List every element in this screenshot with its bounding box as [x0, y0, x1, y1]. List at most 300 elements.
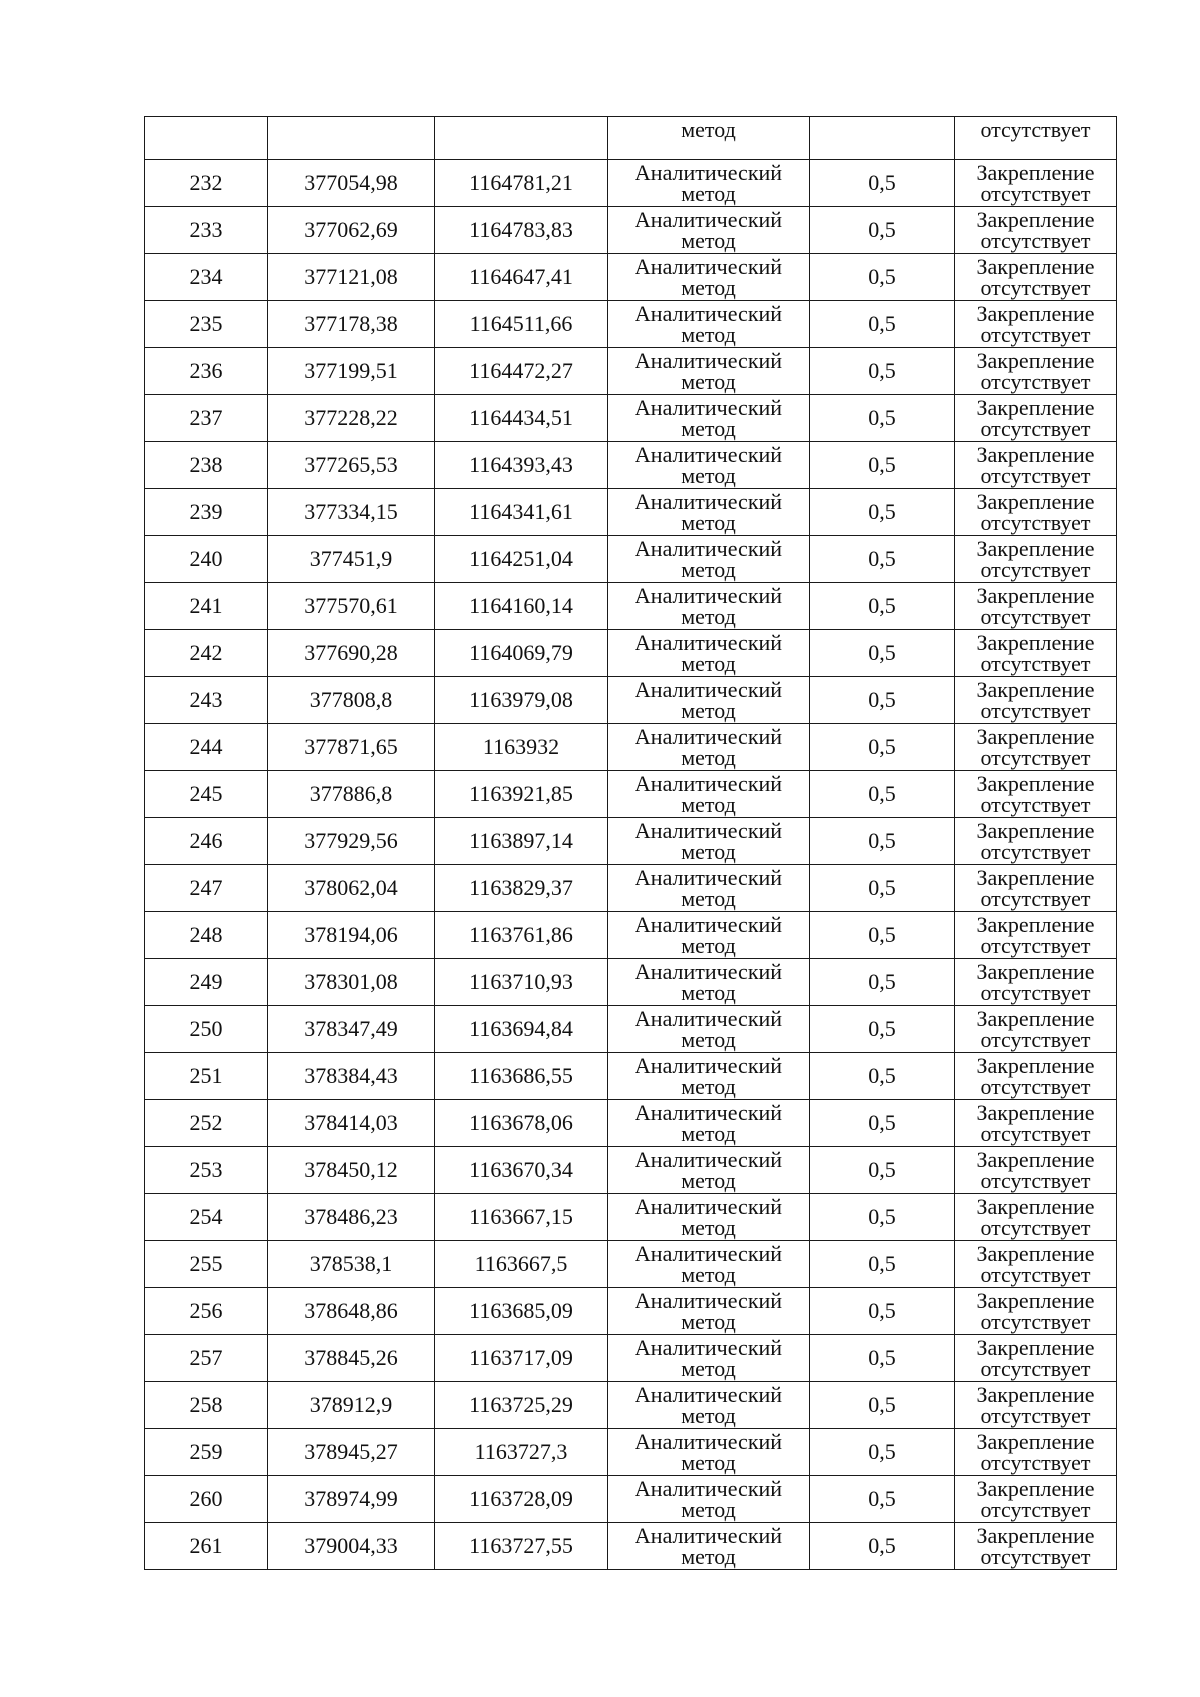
cell-y-coordinate — [435, 724, 608, 771]
cell-status — [955, 1429, 1117, 1476]
cell-method — [608, 1194, 810, 1241]
cell-x-coordinate — [268, 348, 435, 395]
cell-method — [608, 207, 810, 254]
method-label-line1: Аналитический — [634, 1382, 783, 1407]
cell-accuracy — [810, 959, 955, 1006]
cell-point-number — [145, 1523, 268, 1570]
point-number: 232 — [189, 170, 223, 195]
accuracy-value: 0,5 — [868, 1204, 896, 1229]
status-label-line1: Закрепление — [976, 489, 1095, 514]
accuracy-value: 0,5 — [868, 170, 896, 195]
cell-y-coordinate — [435, 207, 608, 254]
cell-accuracy — [810, 818, 955, 865]
cell-status — [955, 912, 1117, 959]
status-label-line2: отсутствует — [980, 416, 1091, 441]
cell-y-coordinate — [435, 117, 608, 160]
cell-x-coordinate — [268, 771, 435, 818]
table-row — [145, 1523, 1117, 1570]
x-coordinate: 378845,26 — [304, 1345, 398, 1370]
method-label-line1: Аналитический — [634, 1335, 783, 1360]
accuracy-value: 0,5 — [868, 828, 896, 853]
y-coordinate: 1163725,29 — [469, 1392, 573, 1417]
y-coordinate: 1163670,34 — [469, 1157, 573, 1182]
cell-y-coordinate — [435, 912, 608, 959]
cell-accuracy — [810, 677, 955, 724]
status-label-line2: отсутствует — [980, 1450, 1091, 1475]
cell-y-coordinate — [435, 1100, 608, 1147]
x-coordinate: 377570,61 — [304, 593, 398, 618]
cell-accuracy — [810, 865, 955, 912]
cell-point-number — [145, 630, 268, 677]
x-coordinate: 377228,22 — [304, 405, 398, 430]
cell-status — [955, 207, 1117, 254]
cell-y-coordinate — [435, 771, 608, 818]
cell-point-number — [145, 724, 268, 771]
point-number: 253 — [189, 1157, 223, 1182]
cell-accuracy — [810, 536, 955, 583]
method-label-line2: метод — [681, 557, 736, 582]
x-coordinate: 377451,9 — [309, 546, 393, 571]
y-coordinate: 1164393,43 — [469, 452, 573, 477]
method-label-line1: Аналитический — [634, 630, 783, 655]
cell-method — [608, 865, 810, 912]
point-number: 248 — [189, 922, 223, 947]
table-row — [145, 1006, 1117, 1053]
cell-accuracy — [810, 1382, 955, 1429]
cell-point-number — [145, 489, 268, 536]
cell-status — [955, 1288, 1117, 1335]
cell-method — [608, 1147, 810, 1194]
cell-y-coordinate — [435, 1241, 608, 1288]
cell-x-coordinate — [268, 1100, 435, 1147]
cell-x-coordinate — [268, 1476, 435, 1523]
point-number: 242 — [189, 640, 223, 665]
cell-status — [955, 1147, 1117, 1194]
cell-method — [608, 442, 810, 489]
y-coordinate: 1163710,93 — [469, 969, 573, 994]
status-label-line2: отсутствует — [980, 1262, 1091, 1287]
cell-y-coordinate — [435, 301, 608, 348]
x-coordinate: 377121,08 — [304, 264, 398, 289]
table-row — [145, 912, 1117, 959]
cell-accuracy — [810, 1523, 955, 1570]
point-number: 249 — [189, 969, 223, 994]
cell-point-number — [145, 1006, 268, 1053]
coordinates-table — [144, 116, 1117, 1570]
accuracy-value: 0,5 — [868, 640, 896, 665]
x-coordinate: 379004,33 — [304, 1533, 398, 1558]
table-row — [145, 395, 1117, 442]
status-label-line2: отсутствует — [980, 1309, 1091, 1334]
x-coordinate: 377886,8 — [309, 781, 393, 806]
accuracy-value: 0,5 — [868, 405, 896, 430]
cell-y-coordinate — [435, 1382, 608, 1429]
cell-status — [955, 1006, 1117, 1053]
method-label-line2: метод — [681, 416, 736, 441]
table-row — [145, 724, 1117, 771]
cell-accuracy — [810, 1053, 955, 1100]
table-row-continued — [145, 117, 1117, 160]
cell-y-coordinate — [435, 254, 608, 301]
x-coordinate: 378945,27 — [304, 1439, 398, 1464]
cell-point-number — [145, 818, 268, 865]
method-label-line2: метод — [681, 117, 736, 142]
x-coordinate: 377265,53 — [304, 452, 398, 477]
method-label-line1: Аналитический — [634, 724, 783, 749]
status-label-line2: отсутствует — [980, 1356, 1091, 1381]
status-label-line2: отсутствует — [980, 1497, 1091, 1522]
cell-status — [955, 630, 1117, 677]
cell-accuracy — [810, 1335, 955, 1382]
cell-method — [608, 959, 810, 1006]
x-coordinate: 378450,12 — [304, 1157, 398, 1182]
method-label-line1: Аналитический — [634, 1241, 783, 1266]
cell-accuracy — [810, 1194, 955, 1241]
method-label-line1: Аналитический — [634, 818, 783, 843]
cell-status — [955, 1053, 1117, 1100]
table-row — [145, 1100, 1117, 1147]
cell-point-number — [145, 583, 268, 630]
cell-method — [608, 117, 810, 160]
method-label-line1: Аналитический — [634, 207, 783, 232]
status-label-line1: Закрепление — [976, 301, 1095, 326]
status-label-line1: Закрепление — [976, 583, 1095, 608]
accuracy-value: 0,5 — [868, 499, 896, 524]
point-number: 244 — [189, 734, 223, 759]
accuracy-value: 0,5 — [868, 546, 896, 571]
cell-y-coordinate — [435, 677, 608, 724]
accuracy-value: 0,5 — [868, 1486, 896, 1511]
accuracy-value: 0,5 — [868, 1157, 896, 1182]
accuracy-value: 0,5 — [868, 1392, 896, 1417]
status-label-line1: Закрепление — [976, 771, 1095, 796]
accuracy-value: 0,5 — [868, 781, 896, 806]
point-number: 261 — [189, 1533, 223, 1558]
y-coordinate: 1163694,84 — [469, 1016, 573, 1041]
method-label-line1: Аналитический — [634, 771, 783, 796]
cell-accuracy — [810, 1429, 955, 1476]
cell-y-coordinate — [435, 536, 608, 583]
table-row — [145, 207, 1117, 254]
cell-point-number — [145, 959, 268, 1006]
cell-method — [608, 818, 810, 865]
method-label-line2: метод — [681, 369, 736, 394]
x-coordinate: 378062,04 — [304, 875, 398, 900]
cell-y-coordinate — [435, 630, 608, 677]
y-coordinate: 1163717,09 — [469, 1345, 573, 1370]
method-label-line2: метод — [681, 1544, 736, 1569]
cell-x-coordinate — [268, 395, 435, 442]
cell-status — [955, 1194, 1117, 1241]
cell-accuracy — [810, 254, 955, 301]
cell-y-coordinate — [435, 959, 608, 1006]
cell-status — [955, 865, 1117, 912]
status-label-line2: отсутствует — [980, 792, 1091, 817]
cell-accuracy — [810, 442, 955, 489]
table-row — [145, 1382, 1117, 1429]
status-label-line1: Закрепление — [976, 348, 1095, 373]
status-label-line2: отсутствует — [980, 322, 1091, 347]
table-row — [145, 1241, 1117, 1288]
status-label-line1: Закрепление — [976, 160, 1095, 185]
cell-point-number — [145, 1100, 268, 1147]
table-row — [145, 1194, 1117, 1241]
cell-accuracy — [810, 1241, 955, 1288]
status-label-line2: отсутствует — [980, 980, 1091, 1005]
cell-status — [955, 1241, 1117, 1288]
status-label-line2: отсутствует — [980, 181, 1091, 206]
accuracy-value: 0,5 — [868, 1298, 896, 1323]
method-label-line1: Аналитический — [634, 959, 783, 984]
x-coordinate: 378974,99 — [304, 1486, 398, 1511]
status-label-line1: Закрепление — [976, 959, 1095, 984]
point-number: 258 — [189, 1392, 223, 1417]
method-label-line2: метод — [681, 1168, 736, 1193]
accuracy-value: 0,5 — [868, 734, 896, 759]
y-coordinate: 1163678,06 — [469, 1110, 573, 1135]
point-number: 246 — [189, 828, 223, 853]
cell-y-coordinate — [435, 1288, 608, 1335]
cell-x-coordinate — [268, 818, 435, 865]
status-label-line1: Закрепление — [976, 1241, 1095, 1266]
method-label-line1: Аналитический — [634, 1476, 783, 1501]
method-label-line1: Аналитический — [634, 395, 783, 420]
cell-method — [608, 1476, 810, 1523]
method-label-line2: метод — [681, 1497, 736, 1522]
status-label-line2: отсутствует — [980, 557, 1091, 582]
x-coordinate: 377054,98 — [304, 170, 398, 195]
status-label-line2: отсутствует — [980, 510, 1091, 535]
y-coordinate: 1163686,55 — [469, 1063, 573, 1088]
x-coordinate: 378384,43 — [304, 1063, 398, 1088]
accuracy-value: 0,5 — [868, 875, 896, 900]
status-label-line1: Закрепление — [976, 1523, 1095, 1548]
cell-point-number — [145, 1476, 268, 1523]
cell-y-coordinate — [435, 583, 608, 630]
method-label-line2: метод — [681, 463, 736, 488]
status-label-line1: Закрепление — [976, 865, 1095, 890]
table-row — [145, 442, 1117, 489]
method-label-line2: метод — [681, 1356, 736, 1381]
cell-method — [608, 395, 810, 442]
cell-x-coordinate — [268, 1288, 435, 1335]
status-label-line2: отсутствует — [980, 1544, 1091, 1569]
cell-status — [955, 160, 1117, 207]
point-number: 233 — [189, 217, 223, 242]
table-row — [145, 771, 1117, 818]
cell-method — [608, 1100, 810, 1147]
cell-method — [608, 1335, 810, 1382]
cell-x-coordinate — [268, 1523, 435, 1570]
cell-y-coordinate — [435, 818, 608, 865]
cell-point-number — [145, 1194, 268, 1241]
point-number: 252 — [189, 1110, 223, 1135]
status-label-line2: отсутствует — [980, 651, 1091, 676]
cell-status — [955, 1476, 1117, 1523]
cell-method — [608, 348, 810, 395]
x-coordinate: 377690,28 — [304, 640, 398, 665]
status-label-line1: Закрепление — [976, 1476, 1095, 1501]
x-coordinate: 378912,9 — [309, 1392, 393, 1417]
point-number: 239 — [189, 499, 223, 524]
table-row — [145, 1147, 1117, 1194]
method-label-line2: метод — [681, 1074, 736, 1099]
y-coordinate: 1163727,55 — [469, 1533, 573, 1558]
point-number: 240 — [189, 546, 223, 571]
status-label-line1: Закрепление — [976, 630, 1095, 655]
status-label-line1: Закрепление — [976, 395, 1095, 420]
cell-point-number — [145, 1147, 268, 1194]
table-row — [145, 254, 1117, 301]
status-label-line1: Закрепление — [976, 536, 1095, 561]
point-number: 235 — [189, 311, 223, 336]
status-label-line2: отсутствует — [980, 369, 1091, 394]
cell-x-coordinate — [268, 677, 435, 724]
status-label-line2: отсутствует — [980, 1403, 1091, 1428]
method-label-line2: метод — [681, 933, 736, 958]
method-label-line2: метод — [681, 1403, 736, 1428]
status-label-line2: отсутствует — [980, 228, 1091, 253]
accuracy-value: 0,5 — [868, 311, 896, 336]
method-label-line1: Аналитический — [634, 489, 783, 514]
y-coordinate: 1164069,79 — [469, 640, 573, 665]
cell-method — [608, 1241, 810, 1288]
cell-x-coordinate — [268, 1241, 435, 1288]
cell-point-number — [145, 1241, 268, 1288]
accuracy-value: 0,5 — [868, 1063, 896, 1088]
cell-status — [955, 442, 1117, 489]
cell-point-number — [145, 865, 268, 912]
cell-x-coordinate — [268, 1194, 435, 1241]
cell-status — [955, 1523, 1117, 1570]
cell-x-coordinate — [268, 536, 435, 583]
cell-method — [608, 489, 810, 536]
y-coordinate: 1164160,14 — [469, 593, 573, 618]
status-label-line1: Закрепление — [976, 1194, 1095, 1219]
cell-accuracy — [810, 1006, 955, 1053]
cell-status — [955, 959, 1117, 1006]
cell-x-coordinate — [268, 724, 435, 771]
cell-x-coordinate — [268, 489, 435, 536]
point-number: 256 — [189, 1298, 223, 1323]
method-label-line1: Аналитический — [634, 1053, 783, 1078]
method-label-line1: Аналитический — [634, 1100, 783, 1125]
cell-accuracy — [810, 583, 955, 630]
cell-x-coordinate — [268, 865, 435, 912]
accuracy-value: 0,5 — [868, 1345, 896, 1370]
status-label-line1: Закрепление — [976, 1429, 1095, 1454]
point-number: 247 — [189, 875, 223, 900]
table-row — [145, 865, 1117, 912]
table-row — [145, 1053, 1117, 1100]
point-number: 243 — [189, 687, 223, 712]
y-coordinate: 1163761,86 — [469, 922, 573, 947]
method-label-line2: метод — [681, 228, 736, 253]
cell-accuracy — [810, 724, 955, 771]
y-coordinate: 1163728,09 — [469, 1486, 573, 1511]
table-row — [145, 818, 1117, 865]
method-label-line1: Аналитический — [634, 1006, 783, 1031]
method-label-line2: метод — [681, 698, 736, 723]
x-coordinate: 377334,15 — [304, 499, 398, 524]
cell-method — [608, 160, 810, 207]
method-label-line2: метод — [681, 886, 736, 911]
point-number: 259 — [189, 1439, 223, 1464]
table-row — [145, 348, 1117, 395]
y-coordinate: 1164341,61 — [469, 499, 573, 524]
status-label-line2: отсутствует — [980, 745, 1091, 770]
status-label-line2: отсутствует — [980, 1074, 1091, 1099]
method-label-line1: Аналитический — [634, 301, 783, 326]
method-label-line1: Аналитический — [634, 912, 783, 937]
cell-method — [608, 677, 810, 724]
cell-accuracy — [810, 1476, 955, 1523]
method-label-line2: метод — [681, 792, 736, 817]
coordinates-table-body — [145, 117, 1117, 1570]
y-coordinate: 1163667,15 — [469, 1204, 573, 1229]
cell-accuracy — [810, 395, 955, 442]
status-label-line2: отсутствует — [980, 275, 1091, 300]
cell-point-number — [145, 207, 268, 254]
method-label-line1: Аналитический — [634, 348, 783, 373]
status-label-line2: отсутствует — [980, 1121, 1091, 1146]
y-coordinate: 1163921,85 — [469, 781, 573, 806]
cell-point-number — [145, 1382, 268, 1429]
cell-point-number — [145, 1335, 268, 1382]
cell-status — [955, 1100, 1117, 1147]
table-row — [145, 630, 1117, 677]
table-row — [145, 160, 1117, 207]
cell-y-coordinate — [435, 1006, 608, 1053]
cell-accuracy — [810, 912, 955, 959]
status-label-line1: Закрепление — [976, 254, 1095, 279]
y-coordinate: 1163667,5 — [474, 1251, 568, 1276]
cell-status — [955, 254, 1117, 301]
cell-y-coordinate — [435, 395, 608, 442]
status-label-line1: Закрепление — [976, 1006, 1095, 1031]
point-number: 245 — [189, 781, 223, 806]
cell-method — [608, 1288, 810, 1335]
table-row — [145, 301, 1117, 348]
cell-method — [608, 583, 810, 630]
status-label-line1: Закрепление — [976, 207, 1095, 232]
status-label-line2: отсутствует — [980, 117, 1091, 142]
method-label-line2: метод — [681, 651, 736, 676]
method-label-line2: метод — [681, 275, 736, 300]
cell-point-number — [145, 912, 268, 959]
cell-point-number — [145, 536, 268, 583]
cell-y-coordinate — [435, 1194, 608, 1241]
cell-accuracy — [810, 348, 955, 395]
status-label-line1: Закрепление — [976, 818, 1095, 843]
cell-x-coordinate — [268, 1429, 435, 1476]
y-coordinate: 1164251,04 — [469, 546, 573, 571]
accuracy-value: 0,5 — [868, 922, 896, 947]
cell-y-coordinate — [435, 1429, 608, 1476]
method-label-line2: метод — [681, 1027, 736, 1052]
cell-accuracy — [810, 771, 955, 818]
cell-x-coordinate — [268, 301, 435, 348]
table-row — [145, 959, 1117, 1006]
point-number: 251 — [189, 1063, 223, 1088]
status-label-line2: отсутствует — [980, 933, 1091, 958]
cell-y-coordinate — [435, 1335, 608, 1382]
status-label-line1: Закрепление — [976, 1147, 1095, 1172]
y-coordinate: 1163932 — [482, 734, 560, 759]
x-coordinate: 378301,08 — [304, 969, 398, 994]
status-label-line2: отсутствует — [980, 839, 1091, 864]
x-coordinate: 378194,06 — [304, 922, 398, 947]
